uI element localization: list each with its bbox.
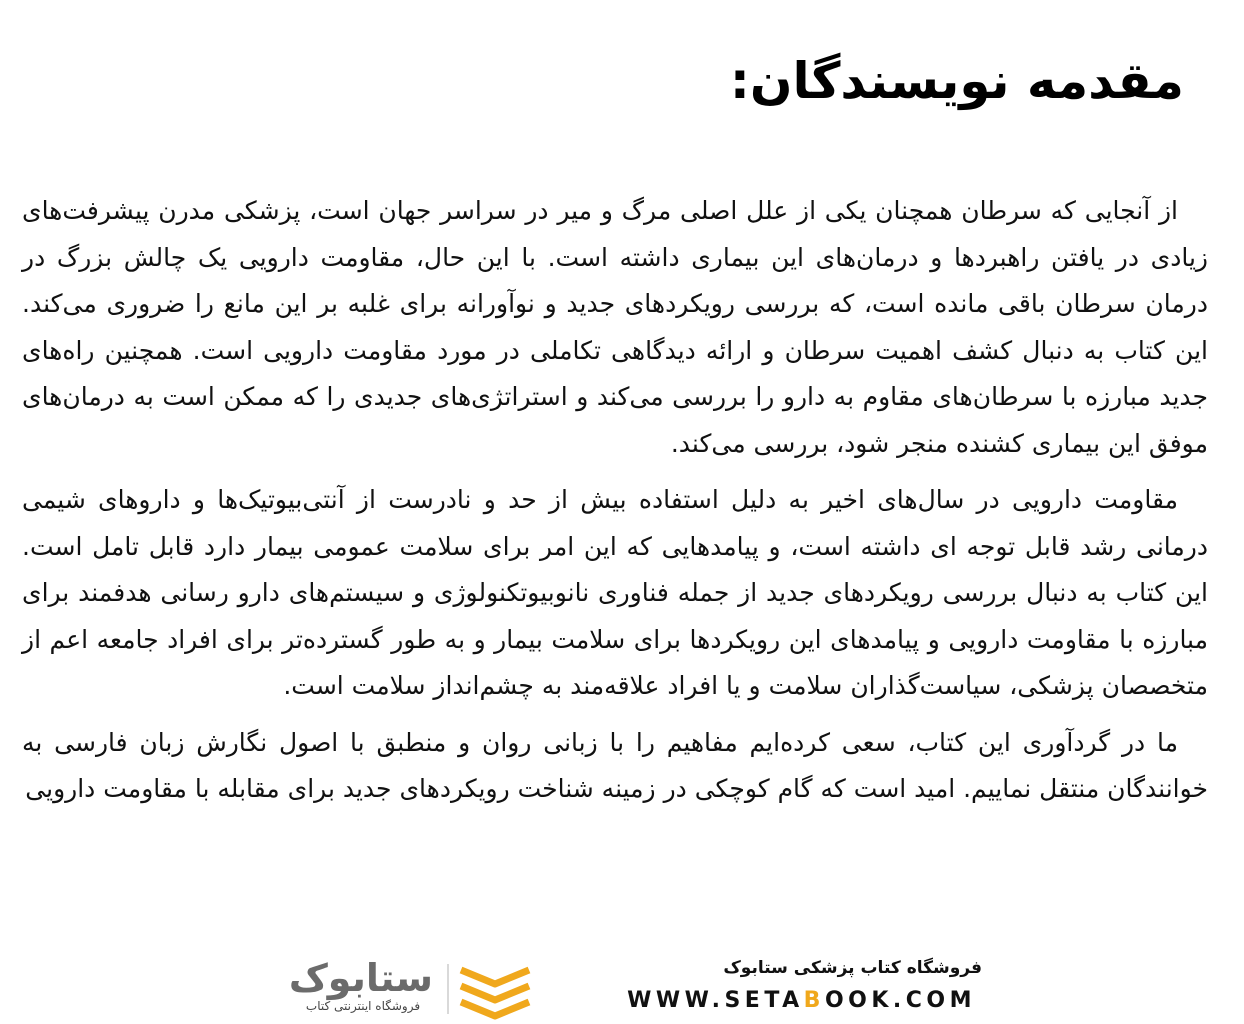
watermark-banner — [255, 900, 990, 1024]
store-name: فروشگاه کتاب پزشکی ستابوک — [723, 958, 982, 978]
url-accent: B — [803, 988, 825, 1013]
logo-divider — [447, 964, 449, 1014]
page-title: مقدمه نویسندگان: — [729, 52, 1184, 110]
paragraph-3: ما در گردآوری این کتاب، سعی کرده‌ایم مفاهیم را با زبانی روان و منطبق با اصول نگارش زبان فارسی به خوانندگان منتقل نماییم. امید است که گام کوچکی در زمینه شناخت رویکردهای جدید برای مقابله با مقاومت دارویی — [22, 727, 1208, 803]
paragraph-1: از آنجایی که سرطان همچنان یکی از علل اصلی مرگ و میر در سراسر جهان است، پزشکی مدرن پیشرفت‌های زیادی در یافتن راهبردها و درمان‌های این بیماری داشته است. با این حال، مقاومت دارویی یک چالش بزرگ در درمان سرطان باقی مانده است، که بررسی رویکردهای جدید و نوآورانه برای غلبه بر این مانع را ضروری می‌کند. این کتاب به دنبال کشف اهمیت سرطان و ارائه دیدگاهی تکاملی در مورد مقاومت دارویی است. همچنین راه‌های جدید مبارزه با سرطان‌های مقاوم به دارو را بررسی می‌کند و استراتژی‌های جدیدی را که ممکن است به درمان‌های موفق این بیماری کشنده منجر شود، بررسی می‌کند. — [22, 196, 1208, 458]
setabook-logo — [288, 956, 433, 1014]
watermark-fade — [255, 914, 990, 950]
paragraph-2: مقاومت دارویی در سال‌های اخیر به دلیل استفاده بیش از حد و نادرست از آنتی‌بیوتیک‌ها و داروهای شیمی درمانی رشد قابل توجه ای داشته است، و پیامدهایی که این امر برای سلامت عمومی بیمار دارد قابل تامل است. این کتاب به دنبال بررسی رویکردهای جدید از جمله فناوری نانوبیوتکنولوژی و سیستم‌های دارو رسانی هدفمند برای مبارزه با مقاومت دارویی و پیامدهای این رویکردها برای سلامت بیمار و به طور گسترده‌تر برای افراد جامعه اعم از متخصصان پزشکی، سیاست‌گذاران سلامت و یا افراد علاقه‌مند به چشم‌انداز سلامت است. — [22, 485, 1208, 700]
url-suffix: OOK.COM — [824, 988, 976, 1013]
body-text — [22, 188, 1208, 823]
logo-word: ستابوک — [288, 956, 433, 1000]
store-url — [627, 988, 976, 1013]
url-prefix: WWW.SETA — [627, 988, 804, 1013]
setabook-logo-icon — [455, 962, 535, 1022]
logo-tagline: فروشگاه اینترنتی کتاب — [305, 999, 421, 1013]
